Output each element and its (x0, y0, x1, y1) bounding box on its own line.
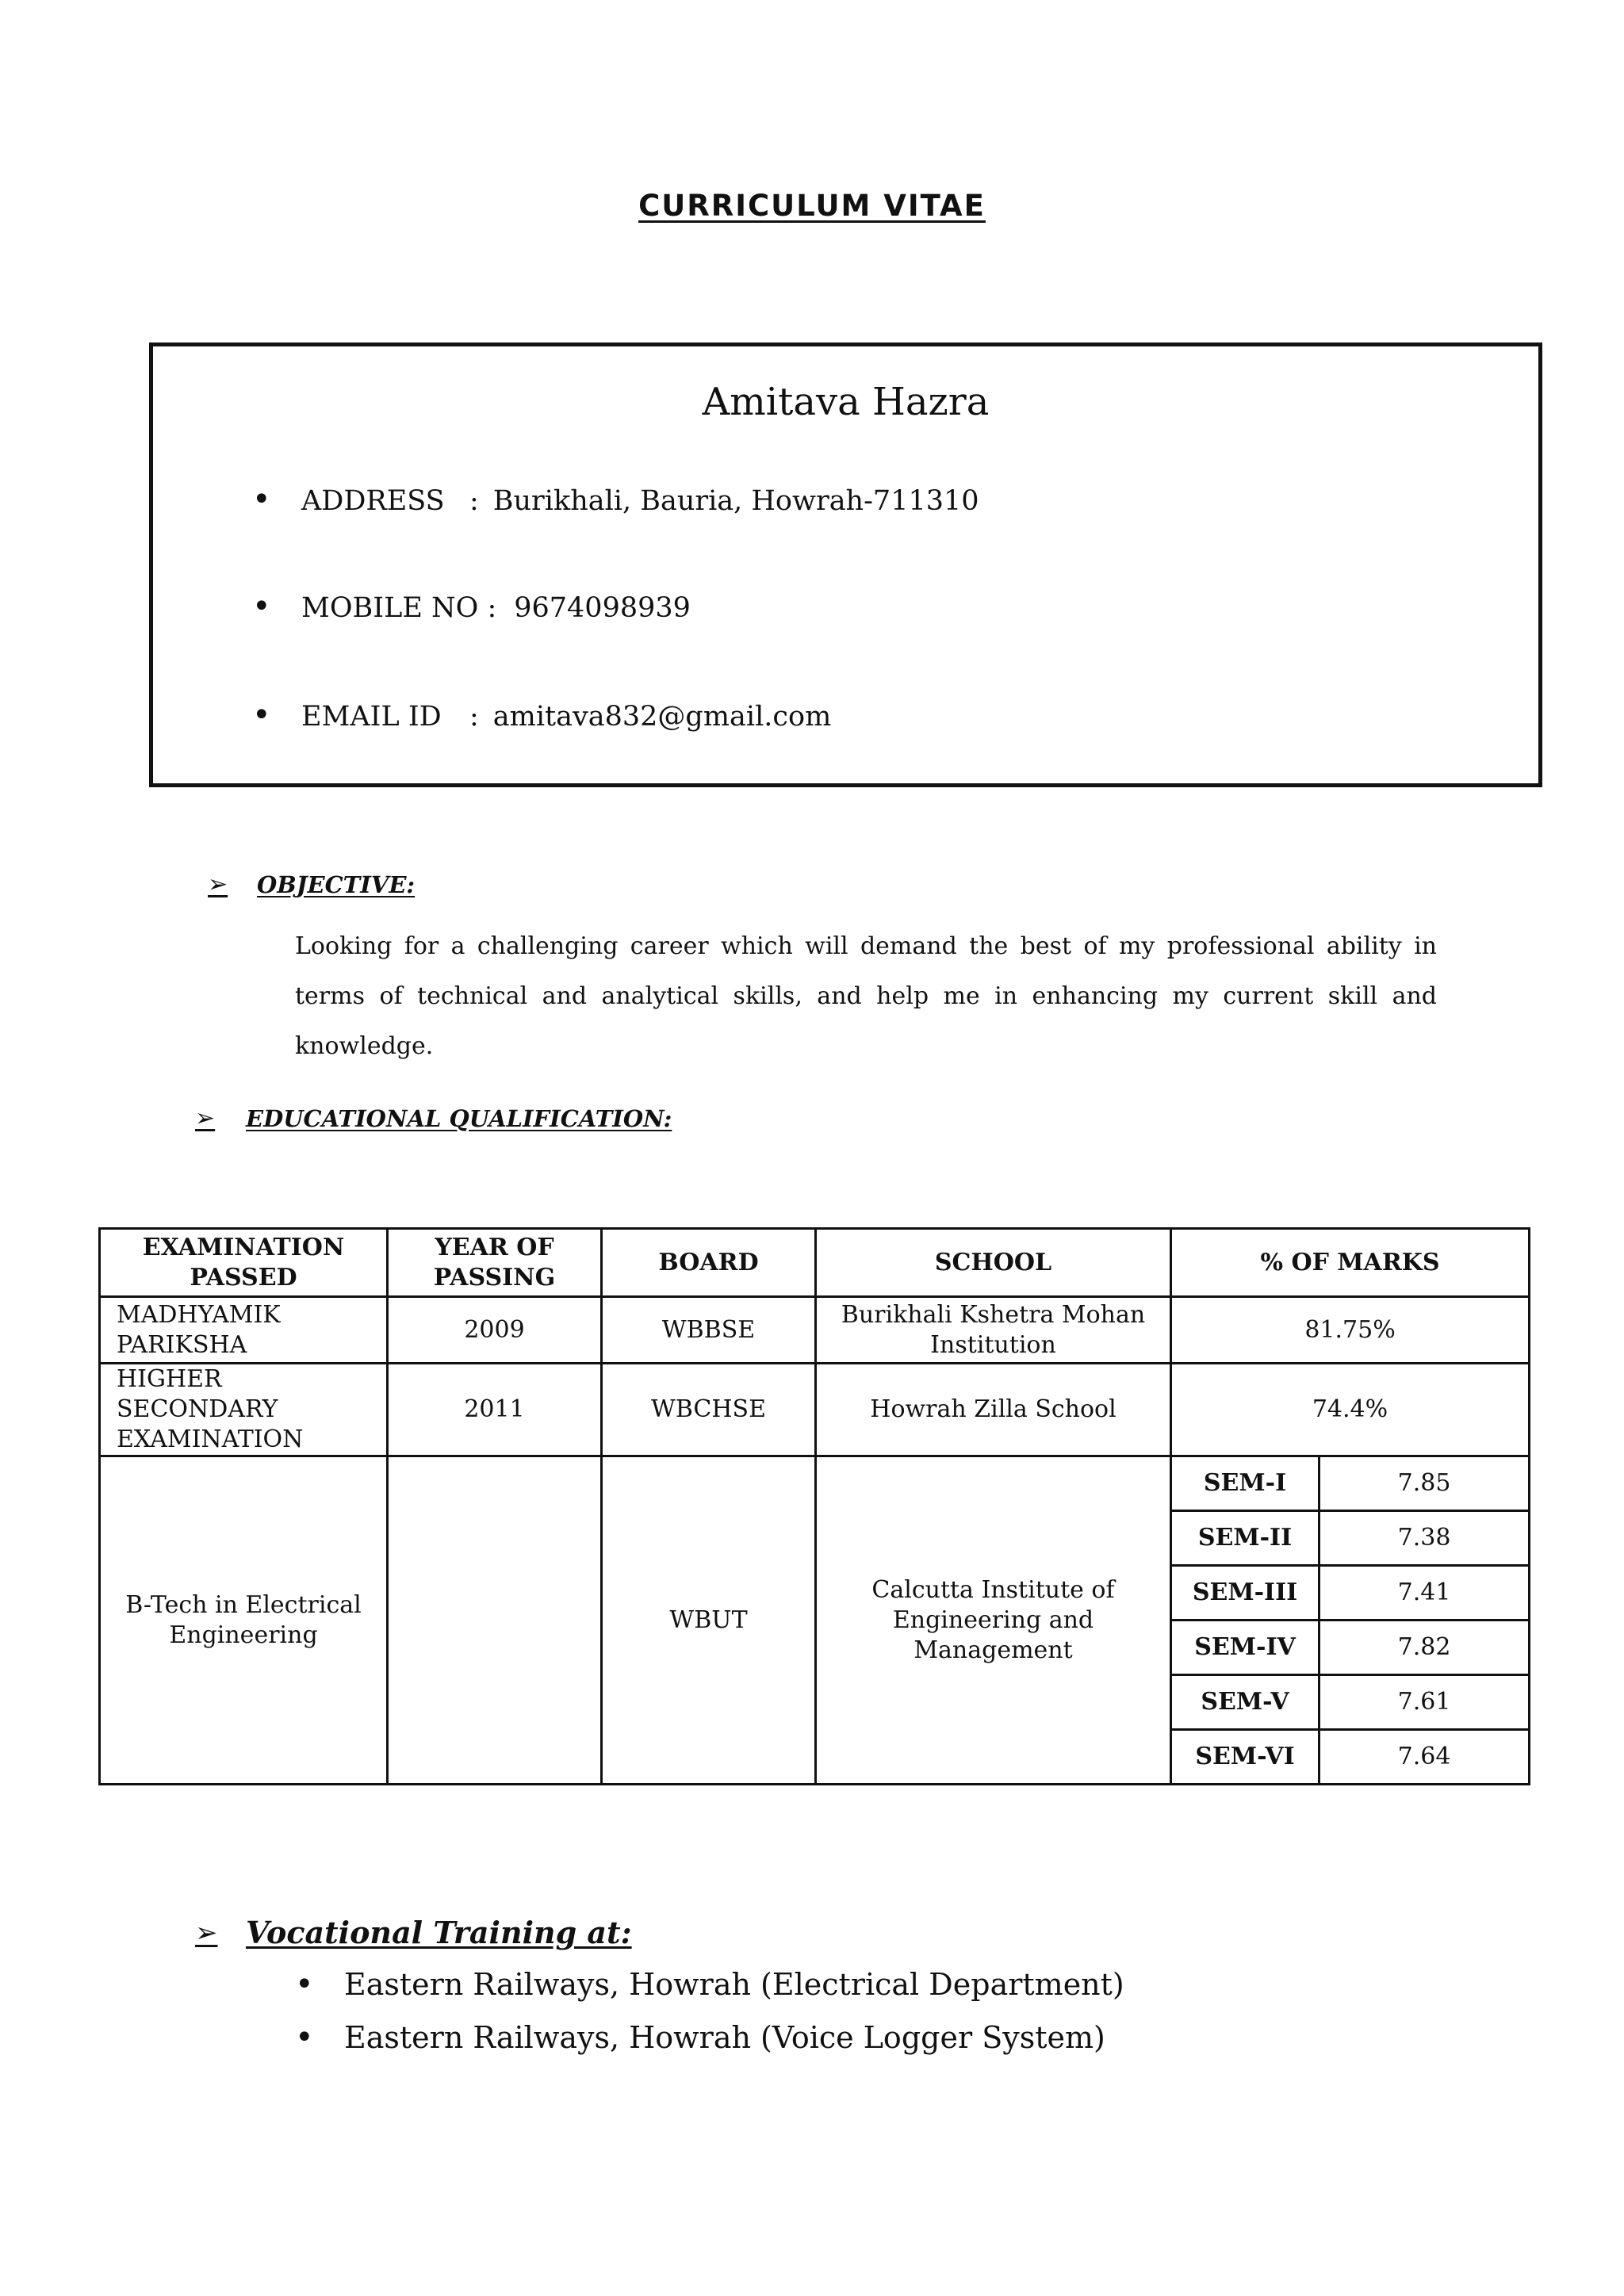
semester-label: SEM-II (1171, 1511, 1320, 1566)
semester-label: SEM-I (1171, 1456, 1320, 1511)
address-label: ADDRESS (301, 485, 445, 517)
semester-label: SEM-VI (1171, 1730, 1320, 1785)
column-header-marks: % OF MARKS (1171, 1229, 1530, 1297)
bullet-icon: • (295, 1966, 314, 2003)
separator: : (469, 701, 479, 733)
vocational-list (295, 1966, 1124, 2072)
semester-score: 7.38 (1320, 1511, 1530, 1566)
arrow-bullet-icon: ➢ (195, 1916, 218, 1949)
list-item (295, 1966, 1124, 2019)
bullet-icon: • (295, 2019, 314, 2056)
marks-cell: 81.75% (1171, 1297, 1530, 1364)
address-row (252, 481, 979, 518)
bullet-icon: • (252, 481, 271, 518)
semester-label: SEM-III (1171, 1566, 1320, 1621)
column-header-board: BOARD (602, 1229, 816, 1297)
education-heading-text: EDUCATIONAL QUALIFICATION: (246, 1104, 672, 1132)
vocational-heading-text: Vocational Training at: (246, 1915, 632, 1950)
semester-score: 7.85 (1320, 1456, 1530, 1511)
arrow-bullet-icon: ➢ (208, 871, 228, 898)
arrow-bullet-icon: ➢ (195, 1104, 216, 1132)
mobile-label: MOBILE NO : (301, 592, 497, 624)
semester-score: 7.82 (1320, 1621, 1530, 1675)
semester-label: SEM-IV (1171, 1621, 1320, 1675)
table-header-row (100, 1229, 1530, 1297)
bullet-icon: • (252, 588, 271, 625)
table-row (100, 1297, 1530, 1364)
candidate-name: Amitava Hazra (702, 380, 990, 424)
document-title: CURRICULUM VITAE (638, 189, 986, 223)
board-cell: WBBSE (602, 1297, 816, 1364)
semester-label: SEM-V (1171, 1675, 1320, 1730)
exam-cell: B-Tech in Electrical Engineering (100, 1456, 388, 1785)
table-row (100, 1456, 1530, 1511)
email-label: EMAIL ID (301, 701, 442, 733)
exam-cell: HIGHER SECONDARY EXAMINATION (100, 1364, 388, 1456)
list-item-text: Eastern Railways, Howrah (Electrical Department) (344, 1967, 1124, 2002)
list-item (295, 2019, 1124, 2072)
board-cell: WBUT (602, 1456, 816, 1785)
objective-text: Looking for a challenging career which will demand the best of my professional ability in terms of technical and analytical skills, and help me in enhancing my current skill and knowledge. (295, 932, 1437, 1060)
email-value: amitava832@gmail.com (492, 701, 832, 733)
column-header-exam: EXAMINATION PASSED (100, 1229, 388, 1297)
mobile-value: 9674098939 (514, 592, 691, 624)
education-table (98, 1227, 1530, 1785)
marks-cell: 74.4% (1171, 1364, 1530, 1456)
year-cell (388, 1456, 602, 1785)
mobile-row (252, 588, 691, 625)
column-header-school: SCHOOL (816, 1229, 1171, 1297)
semester-score: 7.61 (1320, 1675, 1530, 1730)
year-cell: 2011 (388, 1364, 602, 1456)
separator: : (469, 485, 479, 517)
column-header-year: YEAR OF PASSING (388, 1229, 602, 1297)
table-row (100, 1364, 1530, 1456)
school-cell: Burikhali Kshetra Mohan Institution (816, 1297, 1171, 1364)
school-cell: Howrah Zilla School (816, 1364, 1171, 1456)
year-cell: 2009 (388, 1297, 602, 1364)
semester-score: 7.64 (1320, 1730, 1530, 1785)
bullet-icon: • (252, 697, 271, 733)
vocational-heading (195, 1915, 632, 1950)
board-cell: WBCHSE (602, 1364, 816, 1456)
objective-heading (208, 871, 415, 898)
exam-cell: MADHYAMIK PARIKSHA (100, 1297, 388, 1364)
email-row (252, 697, 831, 733)
semester-score: 7.41 (1320, 1566, 1530, 1621)
school-cell: Calcutta Institute of Engineering and Management (816, 1456, 1171, 1785)
address-value: Burikhali, Bauria, Howrah-711310 (492, 485, 979, 517)
education-heading (195, 1104, 672, 1132)
list-item-text: Eastern Railways, Howrah (Voice Logger System) (344, 2020, 1105, 2055)
contact-box (149, 342, 1542, 787)
objective-heading-text: OBJECTIVE: (257, 871, 416, 898)
